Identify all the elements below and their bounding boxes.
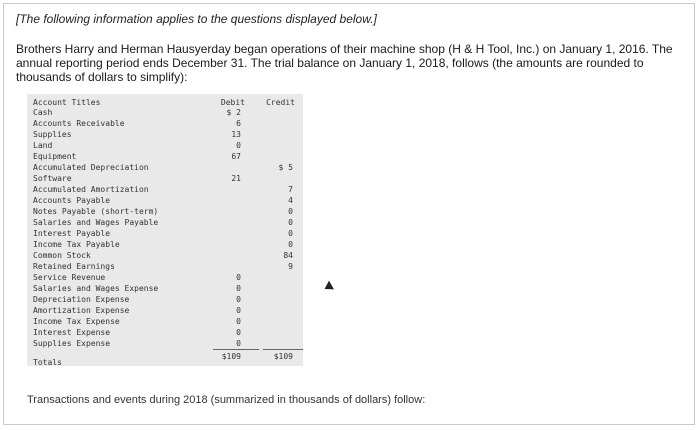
table-header <box>27 98 303 108</box>
debit-total-rule <box>213 349 259 350</box>
debit-amount: 0 <box>236 339 241 348</box>
table-row <box>27 119 303 129</box>
table-row <box>27 108 303 118</box>
debit-amount: 0 <box>236 306 241 315</box>
credit-amount: 0 <box>288 229 293 238</box>
table-row <box>27 141 303 151</box>
table-row <box>27 317 303 327</box>
intro-note: [The following information applies to the questions displayed below.] <box>16 12 377 26</box>
account-title: Retained Earnings <box>33 262 115 271</box>
trial-balance-table <box>27 94 303 366</box>
totals-debit: $109 <box>221 352 241 361</box>
credit-amount: 0 <box>288 218 293 227</box>
account-title: Income Tax Payable <box>33 240 120 249</box>
account-title: Salaries and Wages Expense <box>33 284 159 293</box>
account-title: Notes Payable (short-term) <box>33 207 159 216</box>
debit-amount: $ 2 <box>226 108 241 117</box>
table-row <box>27 229 303 239</box>
header-credit: Credit <box>266 98 295 107</box>
credit-amount: 7 <box>288 185 293 194</box>
account-title: Supplies Expense <box>33 339 111 348</box>
table-row <box>27 284 303 294</box>
transactions-intro: Transactions and events during 2018 (summarized in thousands of dollars) follow: <box>27 394 426 406</box>
table-row <box>27 262 303 272</box>
account-title: Accumulated Amortization <box>33 185 149 194</box>
table-row <box>27 273 303 283</box>
account-title: Common Stock <box>33 251 91 260</box>
table-row <box>27 218 303 228</box>
debit-amount: 0 <box>236 328 241 337</box>
header-debit: Debit <box>220 98 245 107</box>
debit-amount: 0 <box>236 284 241 293</box>
account-title: Cash <box>33 108 53 117</box>
credit-total-rule <box>263 349 303 350</box>
totals-label: Totals <box>33 358 62 367</box>
table-row <box>27 339 303 349</box>
account-title: Income Tax Expense <box>33 317 120 326</box>
debit-amount: 21 <box>231 174 241 183</box>
debit-amount: 0 <box>236 295 241 304</box>
credit-amount: 0 <box>288 207 293 216</box>
account-title: Interest Payable <box>33 229 111 238</box>
table-row <box>27 240 303 250</box>
header-account-titles: Account Titles <box>33 98 101 107</box>
table-row <box>27 152 303 162</box>
table-row <box>27 163 303 173</box>
account-title: Accumulated Depreciation <box>33 163 149 172</box>
table-row <box>27 328 303 338</box>
account-title: Accounts Payable <box>33 196 111 205</box>
table-row <box>27 130 303 140</box>
table-row <box>27 251 303 261</box>
table-row <box>27 295 303 305</box>
credit-amount: $ 5 <box>278 163 293 172</box>
debit-amount: 0 <box>236 317 241 326</box>
table-row <box>27 306 303 316</box>
credit-amount: 0 <box>288 240 293 249</box>
debit-amount: 0 <box>236 273 241 282</box>
account-title: Equipment <box>33 152 77 161</box>
credit-amount: 4 <box>288 196 293 205</box>
debit-amount: 13 <box>231 130 241 139</box>
account-title: Service Revenue <box>33 273 106 282</box>
credit-amount: 84 <box>283 251 293 260</box>
account-title: Depreciation Expense <box>33 295 130 304</box>
debit-amount: 0 <box>236 141 241 150</box>
table-row <box>27 196 303 206</box>
credit-amount: 9 <box>288 262 293 271</box>
account-title: Land <box>33 141 53 150</box>
table-row <box>27 174 303 184</box>
account-title: Interest Expense <box>33 328 111 337</box>
totals-row <box>27 352 303 367</box>
problem-paragraph: Brothers Harry and Herman Hausyerday began operations of their machine shop (H & H Tool, Inc.) on January 1, 2016. The annual reporting period ends December 31. The trial balance on January 1, 2018, follows (the amounts are rounded to thousands of dollars to simplify): <box>16 42 673 84</box>
account-title: Accounts Receivable <box>33 119 125 128</box>
account-title: Software <box>33 174 72 183</box>
table-row <box>27 207 303 217</box>
account-title: Amortization Expense <box>33 306 130 315</box>
account-title: Supplies <box>33 130 72 139</box>
debit-amount: 67 <box>231 152 241 161</box>
debit-amount: 6 <box>236 119 241 128</box>
account-title: Salaries and Wages Payable <box>33 218 159 227</box>
table-row <box>27 185 303 195</box>
totals-credit: $109 <box>273 352 293 361</box>
